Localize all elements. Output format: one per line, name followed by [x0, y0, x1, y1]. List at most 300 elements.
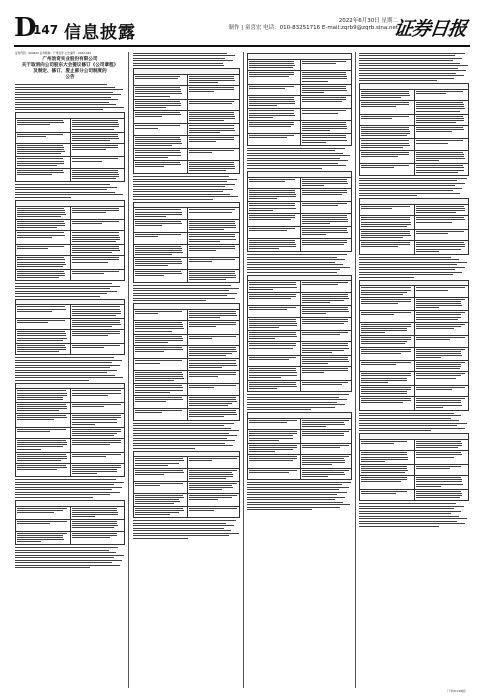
text-line	[189, 355, 226, 356]
text-line	[247, 482, 351, 483]
text-line	[302, 203, 347, 204]
table-row	[134, 136, 239, 149]
text-line	[135, 328, 184, 329]
text-line	[135, 145, 172, 146]
text-line	[247, 155, 350, 156]
table-cell	[187, 208, 240, 218]
text-line	[361, 235, 411, 236]
text-line	[135, 510, 184, 511]
table-cell	[360, 139, 414, 149]
text-line	[302, 219, 348, 220]
masthead-date: 2022年6月30日 星期二	[338, 18, 398, 24]
text-line	[189, 250, 216, 251]
text-line	[249, 126, 291, 127]
text-line	[135, 336, 182, 337]
column-3	[247, 51, 352, 687]
table-cell	[300, 227, 352, 237]
text-line	[17, 404, 66, 405]
text-line	[15, 197, 71, 198]
text-line	[302, 476, 328, 477]
text-line	[302, 323, 344, 324]
table-cell	[134, 507, 187, 517]
text-line	[135, 105, 181, 106]
text-line	[416, 328, 454, 329]
text-line	[189, 246, 235, 247]
text-line	[72, 324, 121, 325]
text-line	[17, 333, 66, 334]
table-row	[134, 258, 239, 269]
text-line	[416, 131, 452, 132]
text-line	[17, 454, 66, 455]
table-row	[248, 419, 351, 430]
table-row	[248, 430, 351, 443]
text-line	[15, 293, 107, 294]
text-line	[17, 311, 52, 312]
table-row	[248, 214, 351, 227]
text-line	[361, 387, 411, 388]
text-line	[361, 242, 410, 243]
text-line	[249, 194, 296, 195]
table-row	[360, 336, 468, 347]
text-line	[249, 103, 295, 104]
table-cell	[187, 346, 240, 358]
table-cell	[248, 419, 300, 429]
table-row	[360, 205, 468, 216]
text-line	[302, 122, 346, 123]
table-cell	[300, 60, 352, 70]
text-line	[249, 438, 293, 439]
table-cell	[134, 371, 187, 383]
text-line	[15, 357, 114, 358]
text-line	[135, 112, 180, 113]
text-line	[302, 363, 328, 364]
text-line	[302, 101, 342, 102]
table-cell	[360, 323, 414, 335]
text-line	[302, 470, 349, 471]
text-line	[249, 113, 294, 114]
text-block	[15, 479, 125, 498]
table-cell	[70, 207, 124, 219]
text-line	[416, 118, 464, 119]
page-letter: D	[14, 13, 37, 43]
text-line	[17, 153, 61, 154]
text-block	[133, 285, 240, 301]
table-row	[16, 414, 124, 427]
text-line	[189, 360, 236, 361]
text-line	[189, 365, 237, 366]
text-line	[302, 426, 326, 427]
table-row	[16, 169, 124, 181]
text-line	[133, 300, 206, 301]
text-line	[249, 348, 293, 349]
text-line	[17, 338, 67, 339]
text-line	[72, 404, 121, 405]
text-line	[72, 235, 119, 236]
table-cell	[248, 239, 300, 251]
text-line	[249, 196, 296, 197]
text-line	[15, 189, 107, 190]
table-cell	[360, 476, 414, 488]
text-line	[72, 322, 120, 323]
text-line	[361, 129, 409, 130]
text-line	[361, 470, 408, 471]
continued-note: （下转D148版）	[444, 689, 468, 693]
table-cell	[360, 101, 414, 113]
text-line	[249, 228, 295, 229]
table-cell	[414, 386, 468, 396]
table-cell	[16, 305, 70, 317]
text-line	[72, 134, 118, 135]
text-line	[135, 162, 180, 163]
table-row	[16, 133, 124, 144]
table-cell	[16, 207, 70, 219]
text-line	[361, 131, 410, 132]
text-line	[416, 477, 461, 478]
text-line	[135, 412, 162, 413]
text-line	[361, 290, 411, 291]
text-line	[416, 210, 465, 211]
disclosure-table	[247, 171, 352, 252]
text-line	[249, 357, 296, 358]
text-line	[189, 209, 235, 210]
table-row	[16, 305, 124, 318]
table-cell	[134, 494, 187, 506]
text-line	[17, 235, 65, 236]
table-row	[134, 149, 239, 160]
text-line	[247, 267, 350, 268]
text-line	[359, 511, 461, 512]
table-row	[134, 469, 239, 482]
table-cell	[360, 311, 414, 321]
text-line	[249, 61, 294, 62]
text-line	[416, 312, 465, 313]
text-line	[189, 485, 233, 486]
table-cell	[16, 439, 70, 451]
text-line	[416, 143, 448, 144]
text-line	[133, 189, 233, 190]
table-row	[134, 335, 239, 346]
table-row	[360, 311, 468, 322]
table-cell	[248, 227, 300, 237]
text-line	[361, 328, 407, 329]
text-line	[416, 454, 462, 455]
text-line	[15, 375, 115, 376]
text-line	[189, 472, 233, 473]
table-cell	[70, 231, 124, 243]
text-line	[247, 168, 322, 169]
text-line	[15, 479, 116, 480]
text-line	[189, 89, 235, 90]
disclosure-table	[133, 303, 240, 421]
text-line	[15, 372, 107, 373]
text-line	[302, 311, 349, 312]
table-cell	[70, 270, 124, 280]
table-row	[360, 101, 468, 114]
table-cell	[248, 109, 300, 119]
text-line	[72, 252, 112, 253]
text-line	[416, 111, 460, 112]
text-line	[247, 160, 348, 161]
disclosure-table	[247, 275, 352, 393]
disclosure-table	[359, 433, 469, 501]
text-line	[302, 234, 326, 235]
text-line	[361, 330, 407, 331]
table-row	[134, 409, 239, 419]
text-line	[72, 525, 118, 526]
table-cell	[414, 361, 468, 371]
text-line	[361, 208, 392, 209]
text-line	[133, 55, 235, 56]
text-line	[249, 334, 296, 335]
text-line	[135, 254, 172, 255]
text-line	[302, 343, 348, 344]
text-line	[359, 73, 456, 74]
text-line	[361, 97, 401, 98]
table-cell	[414, 397, 468, 409]
text-line	[135, 331, 172, 332]
text-line	[247, 487, 349, 488]
text-line	[249, 205, 295, 206]
text-line	[189, 166, 235, 167]
text-line	[17, 134, 63, 135]
text-line	[249, 76, 289, 77]
text-line	[15, 102, 109, 103]
notice-code: 证券代码：000523 证券简称：广州浪奇 公告编号：2022-043	[15, 51, 91, 55]
text-line	[72, 469, 117, 470]
text-line	[249, 97, 294, 98]
text-line	[17, 306, 65, 307]
text-line	[72, 246, 119, 247]
text-line	[72, 232, 119, 233]
text-line	[416, 170, 464, 171]
text-line	[17, 246, 64, 247]
table-row	[248, 331, 351, 342]
text-line	[17, 415, 66, 416]
text-line	[247, 502, 343, 503]
text-line	[135, 387, 183, 388]
text-line	[361, 454, 407, 455]
text-line	[416, 93, 446, 94]
table-cell	[70, 464, 124, 476]
text-line	[189, 317, 220, 318]
text-line	[17, 399, 63, 400]
text-line	[133, 290, 229, 291]
text-line	[72, 326, 112, 327]
disclosure-table	[247, 412, 352, 480]
text-line	[17, 456, 67, 457]
text-line	[72, 406, 104, 407]
text-line	[302, 472, 345, 473]
table-cell	[248, 202, 300, 212]
text-line	[302, 458, 345, 459]
text-line	[302, 217, 348, 218]
text-line	[17, 271, 64, 272]
text-line	[361, 468, 407, 469]
text-line	[247, 399, 347, 400]
table-cell	[414, 348, 468, 360]
text-line	[249, 433, 297, 434]
table-cell	[248, 121, 300, 133]
text-line	[359, 58, 462, 59]
text-line	[361, 133, 410, 134]
text-line	[416, 249, 461, 250]
text-block	[15, 84, 125, 110]
column-1	[15, 51, 125, 687]
text-line	[302, 97, 346, 98]
text-line	[72, 271, 119, 272]
table-row	[248, 71, 351, 84]
text-line	[302, 462, 346, 463]
table-cell	[300, 134, 352, 144]
text-line	[249, 72, 294, 73]
text-line	[17, 345, 65, 346]
text-line	[361, 154, 409, 155]
table-cell	[248, 342, 300, 354]
text-line	[189, 80, 235, 81]
table-cell	[414, 90, 468, 100]
text-line	[359, 257, 451, 258]
text-line	[189, 351, 237, 352]
text-line	[249, 321, 296, 322]
text-line	[135, 495, 183, 496]
text-line	[133, 425, 224, 426]
text-line	[72, 210, 119, 211]
table-row	[134, 494, 239, 507]
text-line	[189, 125, 234, 126]
text-line	[72, 473, 97, 474]
text-line	[72, 435, 114, 436]
text-line	[189, 397, 236, 398]
table-cell	[134, 111, 187, 123]
text-line	[189, 401, 237, 402]
text-line	[133, 65, 224, 66]
text-line	[17, 397, 63, 398]
text-line	[72, 471, 117, 472]
disclosure-table	[133, 451, 240, 519]
text-line	[189, 458, 237, 459]
table-cell	[248, 306, 300, 316]
text-line	[17, 227, 57, 228]
text-line	[17, 458, 67, 459]
table-cell	[360, 286, 414, 296]
text-line	[135, 275, 164, 276]
table-row	[16, 157, 124, 168]
text-line	[249, 137, 287, 138]
table-cell	[360, 205, 414, 215]
table-cell	[187, 111, 240, 123]
text-line	[302, 78, 348, 79]
text-line	[17, 510, 63, 511]
text-line	[133, 176, 229, 177]
text-line	[135, 114, 181, 115]
table-row	[248, 342, 351, 355]
table-row	[248, 189, 351, 202]
text-line	[247, 394, 349, 395]
table-row	[248, 469, 351, 479]
disclosure-table	[247, 53, 352, 146]
text-line	[72, 467, 121, 468]
text-line	[189, 311, 236, 312]
text-line	[189, 87, 234, 88]
text-line	[189, 499, 218, 500]
text-line	[361, 244, 410, 245]
table-row	[134, 220, 239, 233]
table-cell	[414, 151, 468, 163]
text-line	[17, 158, 63, 159]
text-line	[17, 232, 64, 233]
text-line	[135, 501, 180, 502]
text-line	[189, 271, 235, 272]
table-cell	[187, 270, 240, 282]
table-cell	[16, 389, 70, 401]
text-line	[416, 120, 464, 121]
table-row	[248, 178, 351, 189]
text-line	[135, 380, 174, 381]
table-row	[360, 151, 468, 164]
text-line	[361, 222, 411, 223]
text-line	[135, 349, 183, 350]
text-line	[133, 430, 239, 431]
text-line	[359, 269, 455, 270]
text-line	[249, 345, 296, 346]
text-line	[72, 221, 119, 222]
text-line	[189, 273, 236, 274]
text-line	[416, 357, 441, 358]
table-cell	[134, 258, 187, 268]
text-line	[416, 319, 458, 320]
text-line	[416, 317, 461, 318]
table-cell	[300, 318, 352, 330]
text-line	[135, 101, 180, 102]
table-cell	[414, 465, 468, 475]
table-row	[360, 476, 468, 489]
table-cell	[360, 372, 414, 384]
text-line	[361, 389, 411, 390]
table-cell	[16, 330, 70, 342]
text-line	[361, 165, 409, 166]
text-line	[249, 449, 293, 450]
text-line	[249, 289, 273, 290]
text-line	[249, 325, 297, 326]
text-line	[416, 172, 458, 173]
text-line	[15, 550, 109, 551]
text-line	[416, 217, 464, 218]
table-cell	[360, 397, 414, 409]
table-row	[16, 207, 124, 220]
text-line	[135, 340, 183, 341]
text-line	[416, 244, 465, 245]
text-line	[15, 89, 123, 90]
text-line	[135, 87, 180, 88]
disclosure-table	[359, 280, 469, 411]
text-line	[133, 181, 227, 182]
text-line	[17, 390, 66, 391]
table-row	[248, 306, 351, 317]
text-line	[302, 464, 332, 465]
table-cell	[70, 439, 124, 451]
table-row	[16, 220, 124, 231]
text-line	[302, 215, 347, 216]
text-line	[17, 237, 52, 238]
text-line	[359, 430, 431, 431]
text-line	[302, 181, 348, 182]
text-line	[15, 565, 120, 566]
text-line	[135, 460, 184, 461]
text-line	[72, 158, 118, 159]
text-line	[15, 107, 124, 108]
text-line	[247, 489, 339, 490]
text-line	[361, 398, 411, 399]
